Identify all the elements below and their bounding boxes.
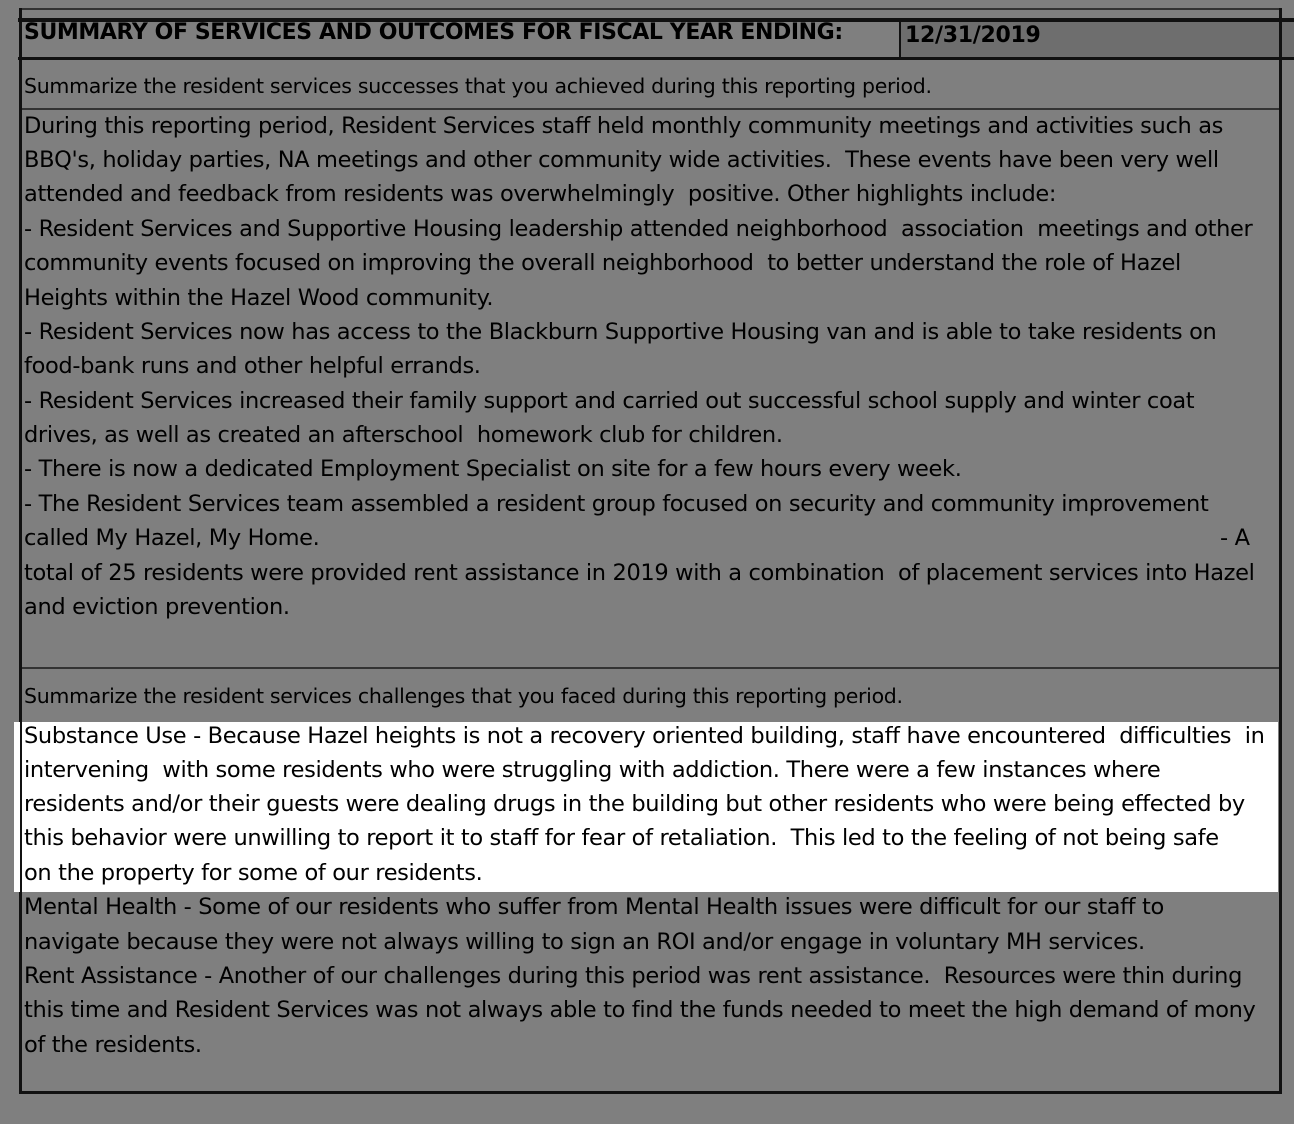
- success-line: During this reporting period, Resident Services staff held monthly community meetings and activities such as: [24, 113, 1223, 139]
- success-line: community events focused on improving the overall neighborhood to better understand the role of Hazel: [24, 250, 1181, 276]
- challenges-prompt: Summarize the resident services challenges that you faced during this reporting period.: [24, 684, 903, 708]
- success-line: - Resident Services and Supportive Housing leadership attended neighborhood association meetings and other: [24, 216, 1253, 242]
- challenge-line-highlighted: on the property for some of our residents.: [24, 860, 483, 886]
- success-line: - Resident Services increased their family support and carried out successful school supply and winter coat: [24, 388, 1195, 414]
- challenge-line: navigate because they were not always willing to sign an ROI and/or engage in voluntary MH services.: [24, 929, 1145, 955]
- success-line: called My Hazel, My Home.: [24, 525, 320, 551]
- success-line: - There is now a dedicated Employment Specialist on site for a few hours every week.: [24, 456, 962, 482]
- table-right-border: [1279, 8, 1282, 1094]
- form-title: SUMMARY OF SERVICES AND OUTCOMES FOR FISCAL YEAR ENDING:: [24, 20, 843, 45]
- challenge-line-highlighted: intervening with some residents who were struggling with addiction. There were a few instances where: [24, 757, 1161, 783]
- challenge-line: Mental Health - Some of our residents who suffer from Mental Health issues were difficult for our staff to: [24, 894, 1164, 920]
- challenge-line: this time and Resident Services was not always able to find the funds needed to meet the high demand of mony: [24, 997, 1256, 1023]
- challenge-line: Rent Assistance - Another of our challenges during this period was rent assistance. Resources were thin during: [24, 963, 1243, 989]
- challenge-line-highlighted: Substance Use - Because Hazel heights is not a recovery oriented building, staff have encountered difficulties in: [24, 723, 1265, 749]
- challenge-line-highlighted: residents and/or their guests were dealing drugs in the building but other residents who were being effected by: [24, 791, 1245, 817]
- success-line: drives, as well as created an afterschool homework club for children.: [24, 422, 783, 448]
- success-line: and eviction prevention.: [24, 594, 290, 620]
- success-line: attended and feedback from residents was overwhelmingly positive. Other highlights include:: [24, 181, 1057, 207]
- success-line: - Resident Services now has access to the Blackburn Supportive Housing van and is able to take residents on: [24, 319, 1217, 345]
- challenge-line: of the residents.: [24, 1032, 202, 1058]
- success-line: total of 25 residents were provided rent assistance in 2019 with a combination of placement services into Hazel: [24, 560, 1255, 586]
- challenge-line-highlighted: this behavior were unwilling to report it to staff for fear of retaliation. This led to the feeling of not being safe: [24, 825, 1219, 851]
- success-line: BBQ's, holiday parties, NA meetings and other community wide activities. These events have been very well: [24, 147, 1219, 173]
- success-line: Heights within the Hazel Wood community.: [24, 285, 494, 311]
- fiscal-year-end-date: 12/31/2019: [905, 23, 1041, 48]
- successes-prompt: Summarize the resident services successes that you achieved during this reporting period.: [24, 74, 932, 98]
- success-trailing-fragment: - A: [1220, 525, 1250, 551]
- success-line: food-bank runs and other helpful errands.: [24, 353, 481, 379]
- success-line: - The Resident Services team assembled a resident group focused on security and community improvement: [24, 491, 1209, 517]
